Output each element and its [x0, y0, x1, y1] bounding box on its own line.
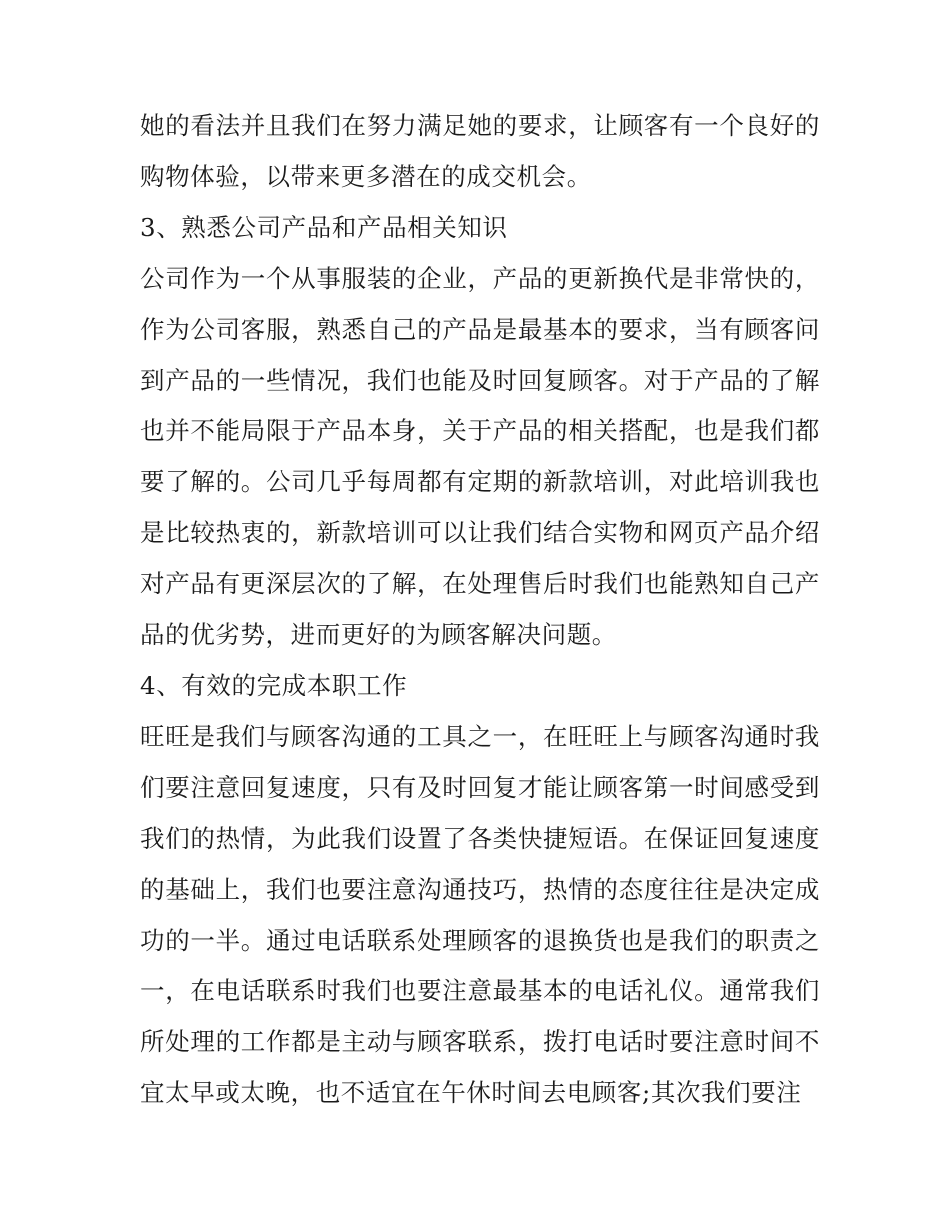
document-body [140, 101, 820, 1119]
section-heading-3: 3、熟悉公司产品和产品相关知识 [140, 212, 508, 242]
paragraph-product-knowledge: 公司作为一个从事服装的企业，产品的更新换代是非常快的，作为公司客服，熟悉自己的产品是最基本的要求，当有顾客问到产品的一些情况，我们也能及时回复顾客。对于产品的了解也并不能局限于产品本身，关于产品的相关搭配，也是我们都要了解的。公司几乎每周都有定期的新款培训，对此培训我也是比较热衷的，新款培训可以让我们结合实物和网页产品介绍对产品有更深层次的了解，在处理售后时我们也能熟知自己产品的优劣势，进而更好的为顾客解决问题。 [140, 263, 820, 650]
paragraph-job-duties: 旺旺是我们与顾客沟通的工具之一，在旺旺上与顾客沟通时我们要注意回复速度，只有及时回复才能让顾客第一时间感受到我们的热情，为此我们设置了各类快捷短语。在保证回复速度的基础上，我们也要注意沟通技巧，热情的态度往往是决定成功的一半。通过电话联系处理顾客的退换货也是我们的职责之一，在电话联系时我们也要注意最基本的电话礼仪。通常我们所处理的工作都是主动与顾客联系，拨打电话时要注意时间不宜太早或太晚，也不适宜在午休时间去电顾客;其次我们要注 [140, 721, 820, 1108]
paragraph-intro-continued: 她的看法并且我们在努力满足她的要求，让顾客有一个良好的购物体验，以带来更多潜在的成交机会。 [140, 111, 820, 191]
section-heading-4: 4、有效的完成本职工作 [140, 670, 408, 700]
